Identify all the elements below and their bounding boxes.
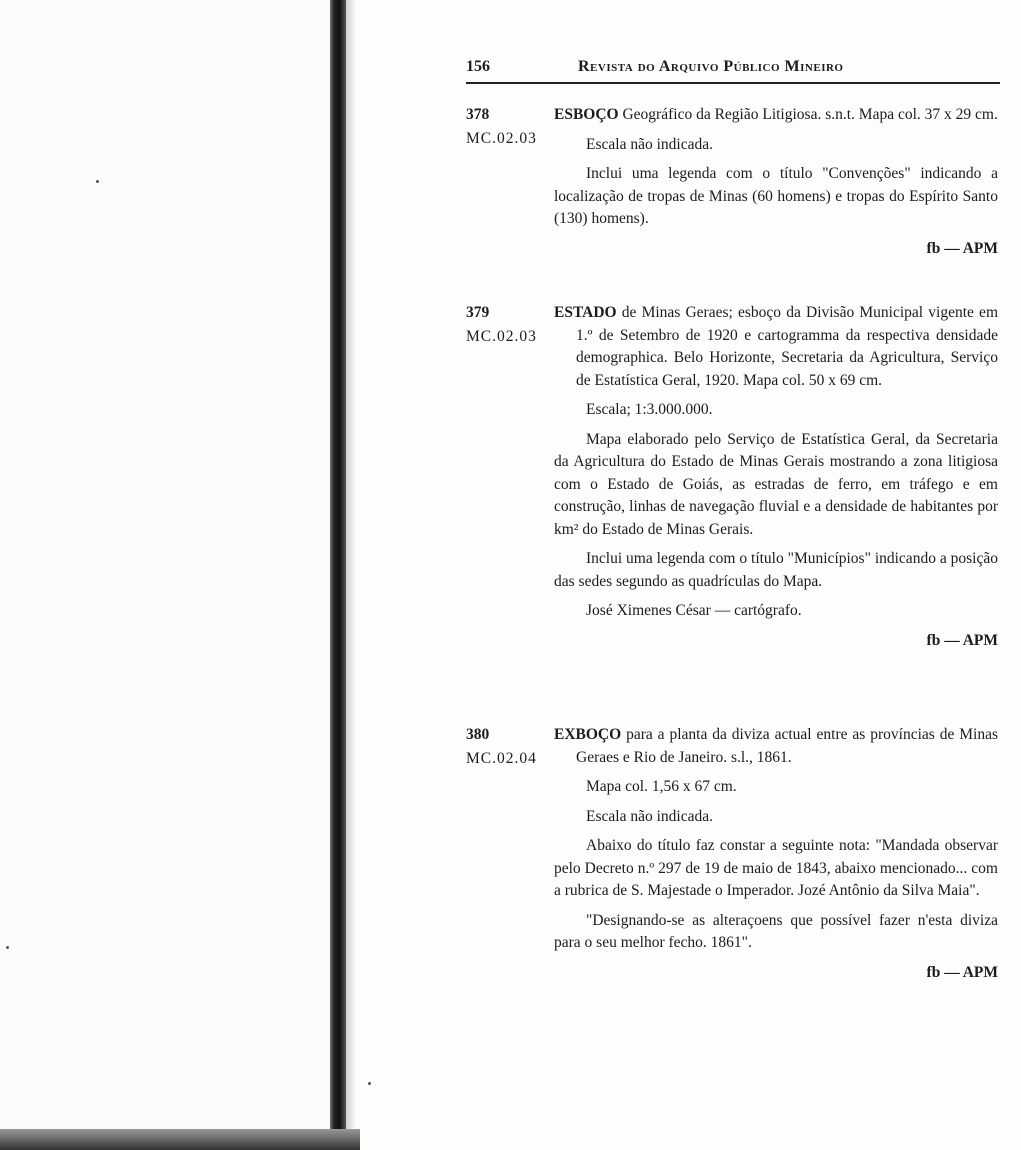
blank-facing-margin [0, 0, 330, 1150]
entry-lead: ESTADO [554, 304, 617, 321]
entry-note: Inclui uma legenda com o título "Municípios" indicando a posição das sedes segundo as quadrículas do Mapa. [554, 550, 998, 590]
entry-title-rest: Geográfico da Região Litigiosa. s.n.t. Mapa col. 37 x 29 cm. [618, 106, 998, 123]
scan-speck [368, 1082, 371, 1085]
book-spine [330, 0, 346, 1150]
entry-note: José Ximenes César — cartógrafo. [586, 602, 802, 619]
entry-title [554, 104, 998, 127]
entry-note: Inclui uma legenda com o título "Convenções" indicando a localização de tropas de Minas (60 homens) e tropas do Espírito Santo (130) homens). [554, 165, 998, 227]
running-header [466, 58, 1000, 84]
entry-lead: ESBOÇO [554, 106, 619, 123]
entry-body [554, 302, 998, 659]
entry-source: fb — APM [926, 239, 998, 257]
scan-speck [6, 946, 9, 949]
entry-title-rest: de Minas Geraes; esboço da Divisão Municipal vigente em 1.º de Setembro de 1920 e cartogramma da respectiva densidade demographica. Belo Horizonte, Secretaria da Agricultura, Serviço de Estatística Geral, 1920. Mapa col. 50 x 69 cm. [576, 304, 998, 389]
page-number: 156 [466, 58, 490, 75]
entry-source: fb — APM [926, 963, 998, 981]
entry-code: MC.02.03 [466, 130, 537, 147]
entry-body [554, 724, 998, 991]
entry-body [554, 104, 998, 267]
entry-code: MC.02.03 [466, 328, 537, 345]
entry-number: 380 [466, 726, 490, 743]
journal-title: Revista do Arquivo Público Mineiro [578, 58, 844, 75]
entry-title-rest: para a planta da diviza actual entre as províncias de Minas Geraes e Rio de Janeiro. s.l., 1861. [576, 726, 998, 766]
entry-lead: EXBOÇO [554, 726, 622, 743]
entry-scale: Escala não indicada. [586, 135, 713, 153]
entry-scale: Escala; 1:3.000.000. [586, 401, 713, 418]
entry-extent: Mapa col. 1,56 x 67 cm. [586, 778, 737, 795]
entry-number: 379 [466, 304, 490, 321]
entry-title [554, 724, 998, 769]
scan-speck [96, 180, 99, 183]
entry-code: MC.02.04 [466, 750, 537, 767]
entry-number: 378 [466, 106, 490, 123]
entry-note: Abaixo do título faz constar a seguinte nota: "Mandada observar pelo Decreto n.º 297 de 19 de maio de 1843, abaixo mencionado... com a rubrica de S. Majestade o Imperador. Jozé Antônio da Silva Maia". [554, 837, 998, 899]
page-bottom-edge [0, 1129, 360, 1150]
entry-note: Mapa elaborado pelo Serviço de Estatística Geral, da Secretaria da Agricultura do Estado de Minas Gerais mostrando a zona litigiosa com o Estado de Goiás, as estradas de ferro, em tráfego e em construção, linhas de navegação fluvial e a densidade de habitantes por km² do Estado de Minas Gerais. [554, 430, 998, 538]
entry-source: fb — APM [926, 631, 998, 649]
spine-shadow [346, 0, 356, 1150]
entry-scale: Escala não indicada. [586, 807, 713, 825]
entry-note: "Designando-se as alteraçoens que possível fazer n'esta diviza para o seu melhor fecho. 1861". [554, 911, 998, 951]
entry-title [554, 302, 998, 392]
